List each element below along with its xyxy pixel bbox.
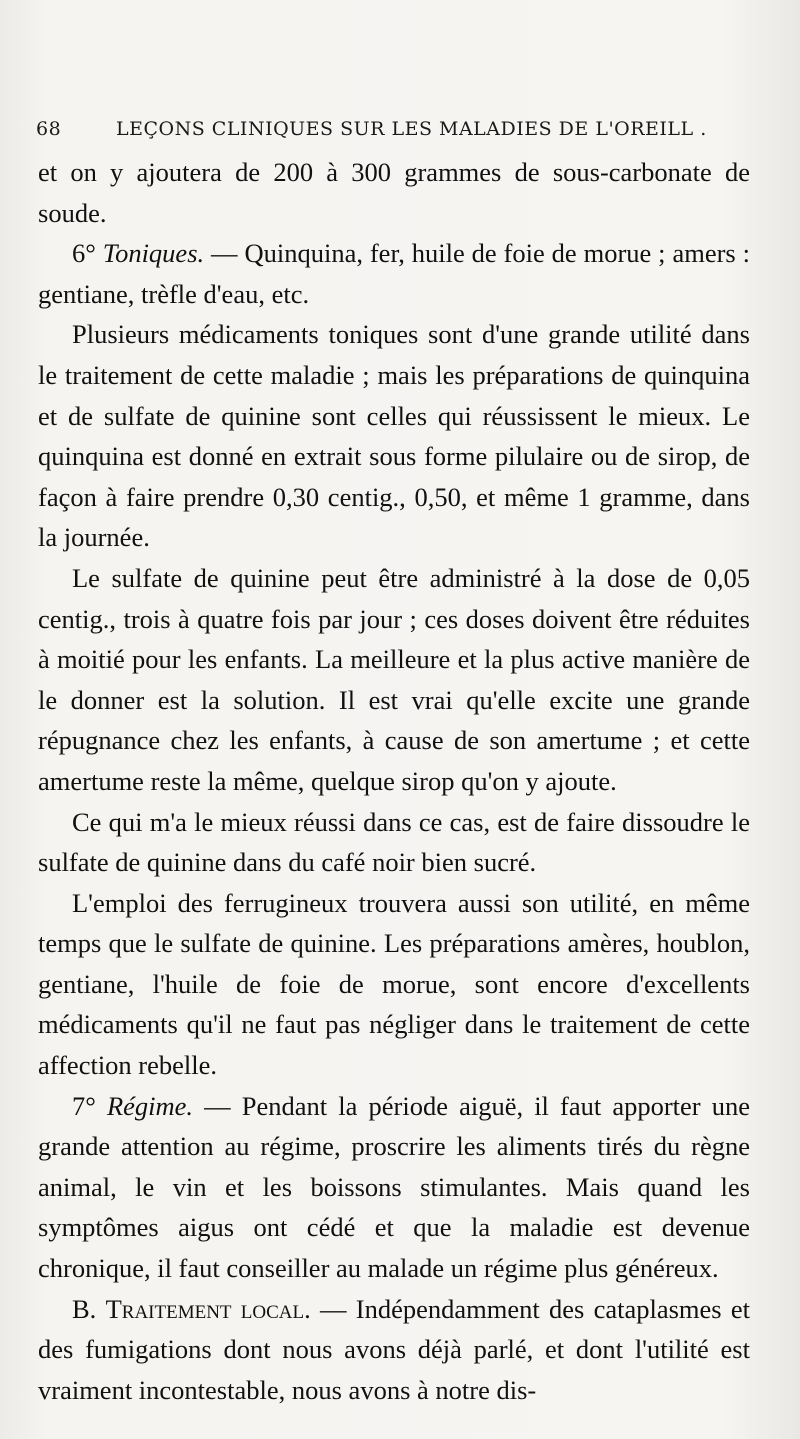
paragraph-sulfate: Le sulfate de quinine peut être administré à la dose de 0,05 centig., trois à quatre fois par jour ; ces doses doivent être réduites à moitié pour les enfants. La meilleure et la plus active manière de le donner est la solution. Il est vrai qu'elle excite une grande répugnance chez les enfants, à cause de son amertume ; et cette amertume reste la même, quelque sirop qu'on y ajoute. xyxy=(38,562,750,796)
section-title: Régime. xyxy=(106,1090,194,1121)
paragraph-regime xyxy=(38,1086,750,1289)
paragraph-cafe: Ce qui m'a le mieux réussi dans ce cas, est de faire dissoudre le sulfate de quinine dans du café noir bien sucré. xyxy=(38,806,750,878)
section-title: Traitement local. xyxy=(105,1293,311,1324)
paragraph-ferrugineux: L'emploi des ferrugineux trouvera aussi son utilité, en même temps que le sulfate de quinine. Les préparations amères, houblon, gentiane, l'huile de foie de morue, sont encore d'excellents médicaments qu'il ne faut pas négliger dans le traitement de cette affection rebelle. xyxy=(38,887,750,1081)
running-header xyxy=(36,118,756,140)
paragraph-medicaments: Plusieurs médicaments toniques sont d'une grande utilité dans le traitement de cette maladie ; mais les préparations de quinquina et de sulfate de quinine sont celles qui réussissent le mieux. Le quinquina est donné en extrait sous forme pilulaire ou de sirop, de façon à faire prendre 0,30 centig., 0,50, et même 1 gramme, dans la journée. xyxy=(38,319,750,553)
paragraph-toniques xyxy=(38,233,750,314)
running-title: LEÇONS CLINIQUES SUR LES MALADIES DE L'OREILL . xyxy=(116,118,707,140)
page-number: 68 xyxy=(36,118,62,140)
paragraph-continuation: et on y ajoutera de 200 à 300 grammes de sous-carbonate de soude. xyxy=(38,157,750,228)
section-number: 7° xyxy=(72,1090,107,1121)
section-number: 6° xyxy=(72,238,103,269)
paragraph-text: — Pendant la période aiguë, il faut apporter une grande attention au régime, proscrire les aliments tirés du règne animal, le vin et les boissons stimulantes. Mais quand les symptômes aigus ont cédé et que la maladie est devenue chronique, il faut conseiller au malade un régime plus généreux. xyxy=(38,1090,750,1284)
section-letter: B. xyxy=(72,1293,106,1324)
body-text xyxy=(38,152,750,1410)
paragraph-text: — Indépendamment des cataplasmes et des fumigations dont nous avons déjà parlé, et dont l'utilité est vraiment incontestable, nous avons à notre dis- xyxy=(38,1293,750,1405)
paragraph-traitement-local xyxy=(38,1289,750,1411)
section-title: Toniques. xyxy=(102,238,205,269)
paragraph-text: — Quinquina, fer, huile de foie de morue ; amers : gentiane, trèfle d'eau, etc. xyxy=(38,238,750,309)
